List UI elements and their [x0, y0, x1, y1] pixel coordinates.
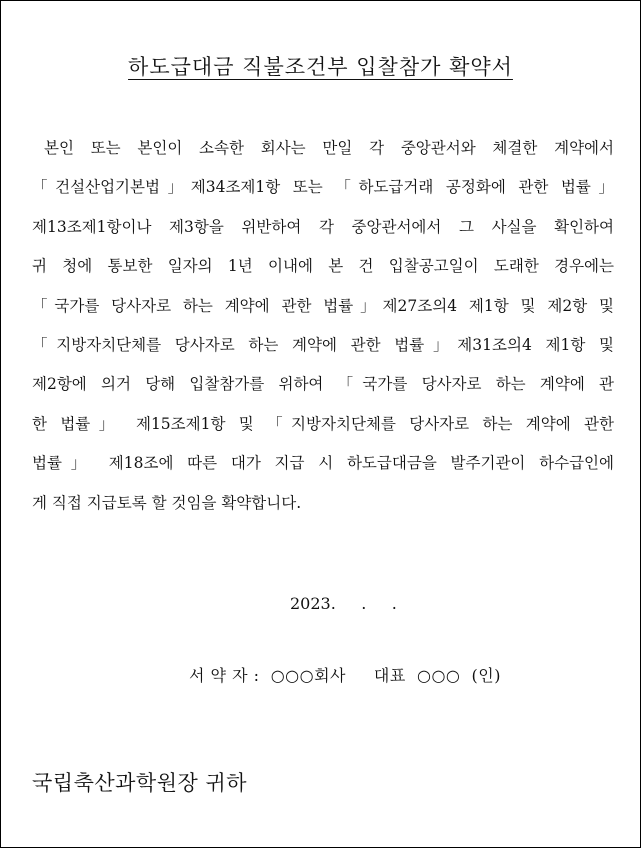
addressee: 국립축산과학원장 귀하 [32, 771, 248, 795]
body-line: 법률」 제18조에 따른 대가 지급 시 하도급대금을 발주기관이 하수급인에 [32, 454, 614, 473]
body-line: 본인 또는 본인이 소속한 회사는 만일 각 중앙관서와 체결한 계약에서 [44, 139, 614, 157]
pledge-body [32, 134, 614, 528]
body-line: 한 법률」 제15조제1항 및 「지방자치단체를 당사자로 하는 계약에 관한 [32, 414, 614, 433]
body-line: 「지방자치단체를 당사자로 하는 계약에 관한 법률」제31조의4 제1항 및 [32, 335, 614, 354]
body-line: 귀 청에 통보한 일자의 1년 이내에 본 건 입찰공고일이 도래한 경우에는 [32, 257, 614, 276]
body-line: 제2항에 의거 당해 입찰참가를 위하여 「국가를 당사자로 하는 계약에 관 [32, 375, 614, 394]
body-line: 「건설산업기본법」제34조제1항 또는 「하도급거래 공정화에 관한 법률」 [32, 178, 614, 197]
body-line: 게 직접 지급토록 할 것임을 확약합니다. [32, 493, 302, 512]
body-line: 제13조제1항이나 제3항을 위반하여 각 중앙관서에서 그 사실을 확인하여 [32, 217, 614, 236]
document-title [1, 51, 640, 81]
body-line: 「국가를 당사자로 하는 계약에 관한 법률」제27조의4 제1항 및 제2항 및 [32, 296, 614, 315]
document-title-text: 하도급대금 직불조건부 입찰참가 확약서 [128, 55, 513, 79]
pledge-date: 2023. . . [290, 594, 397, 613]
signer-line: 서 약 자 : ○○○회사 대표 ○○○ (인) [189, 666, 501, 685]
